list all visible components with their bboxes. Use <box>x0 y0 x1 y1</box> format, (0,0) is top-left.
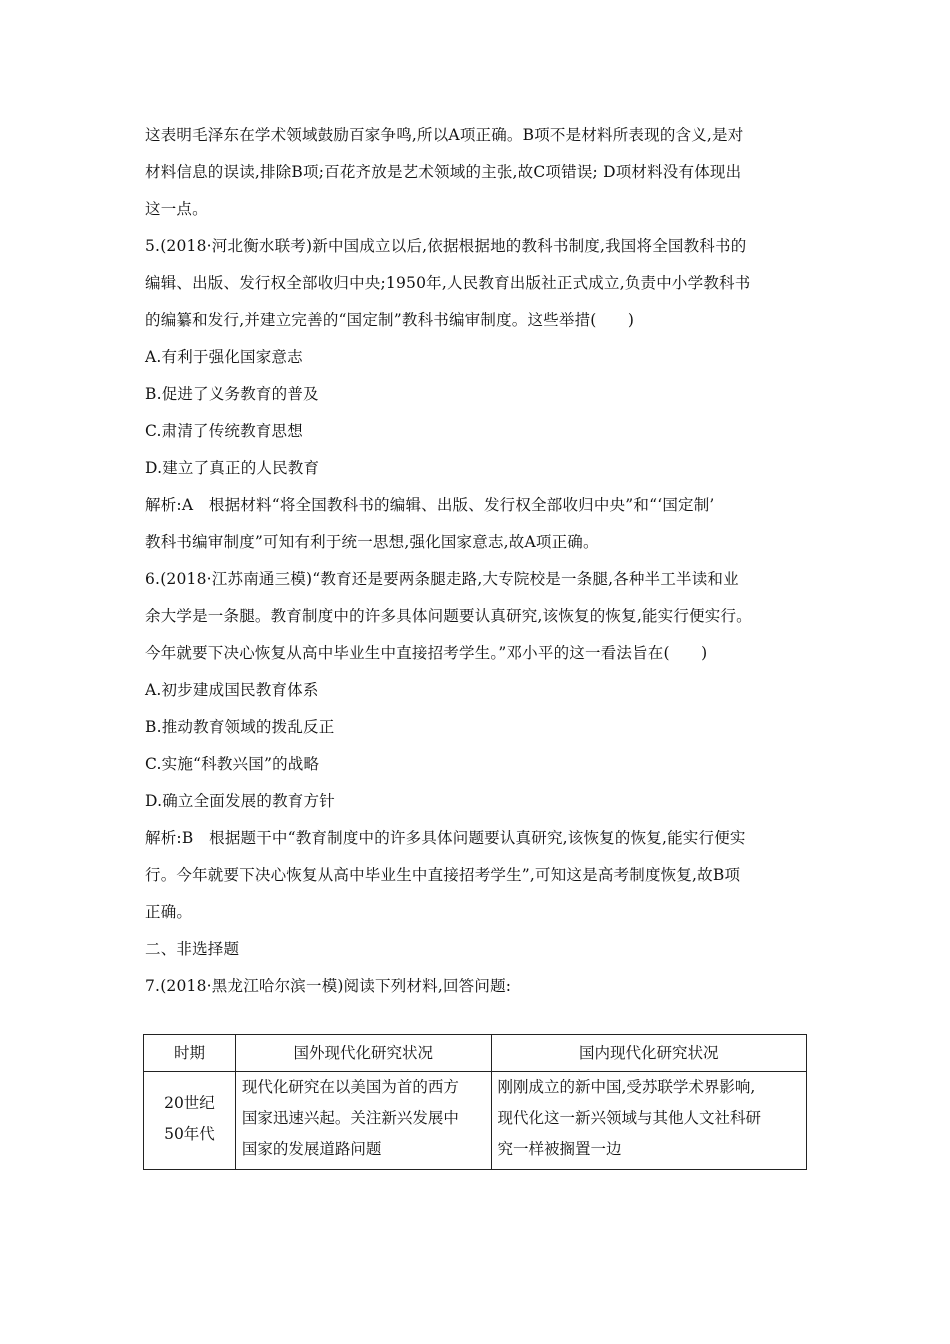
cell-line: 国家的发展道路问题 <box>241 1140 382 1158</box>
question-5-analysis: 教科书编审制度”可知有利于统一思想,强化国家意志,故A项正确。 <box>145 533 599 551</box>
table-cell-foreign <box>235 1072 491 1170</box>
question-7-stem: 7.(2018·黑龙江哈尔滨一模)阅读下列材料,回答问题: <box>145 977 512 995</box>
cell-line: 现代化这一新兴领域与其他人文社科研 <box>497 1109 762 1127</box>
material-table <box>143 1034 807 1170</box>
question-6-option-d: D.确立全面发展的教育方针 <box>145 792 335 810</box>
table-header: 时期 <box>144 1035 236 1072</box>
question-6-stem: 今年就要下决心恢复从高中毕业生中直接招考学生。”邓小平的这一看法旨在( ) <box>145 644 708 662</box>
question-6-option-a: A.初步建成国民教育体系 <box>145 681 319 699</box>
cell-line: 现代化研究在以美国为首的西方 <box>241 1078 459 1096</box>
text-body <box>145 117 810 1007</box>
table-cell-domestic <box>491 1072 807 1170</box>
question-5-option-b: B.促进了义务教育的普及 <box>145 385 319 403</box>
question-5-option-d: D.建立了真正的人民教育 <box>145 459 320 477</box>
question-5-option-c: C.肃清了传统教育思想 <box>145 422 303 440</box>
question-6-analysis: 行。今年就要下决心恢复从高中毕业生中直接招考学生”,可知这是高考制度恢复,故B项 <box>145 866 741 884</box>
text-line: 材料信息的误读,排除B项;百花齐放是艺术领域的主张,故C项错误; D项材料没有体现出 <box>145 163 742 181</box>
question-6-analysis: 正确。 <box>145 903 193 921</box>
question-5-stem: 编辑、出版、发行权全部收归中央;1950年,人民教育出版社正式成立,负责中小学教科书 <box>145 274 751 292</box>
cell-line: 20世纪 <box>164 1093 215 1112</box>
question-6-option-b: B.推动教育领域的拨乱反正 <box>145 718 335 736</box>
table-row <box>144 1072 807 1170</box>
cell-line: 50年代 <box>164 1124 215 1143</box>
table-header: 国内现代化研究状况 <box>491 1035 807 1072</box>
question-5-option-a: A.有利于强化国家意志 <box>145 348 303 366</box>
question-5-stem: 5.(2018·河北衡水联考)新中国成立以后,依据根据地的教科书制度,我国将全国教科书的 <box>145 237 747 255</box>
question-6-stem: 6.(2018·江苏南通三模)“教育还是要两条腿走路,大专院校是一条腿,各种半工半读和业 <box>145 570 739 588</box>
section-heading: 二、非选择题 <box>145 940 240 958</box>
question-5-stem: 的编纂和发行,并建立完善的“国定制”教科书编审制度。这些举措( ) <box>145 311 635 329</box>
table-header-row <box>144 1035 807 1072</box>
table-header: 国外现代化研究状况 <box>235 1035 491 1072</box>
question-6-option-c: C.实施“科教兴国”的战略 <box>145 755 320 773</box>
cell-line: 国家迅速兴起。关注新兴发展中 <box>241 1109 459 1127</box>
question-5-analysis: 解析:A 根据材料“将全国教科书的编辑、出版、发行权全部收归中央”和“‘国定制’ <box>145 496 715 514</box>
text-line: 这表明毛泽东在学术领域鼓励百家争鸣,所以A项正确。B项不是材料所表现的含义,是对 <box>145 126 744 144</box>
cell-line: 究一样被搁置一边 <box>497 1140 622 1158</box>
question-6-stem: 余大学是一条腿。教育制度中的许多具体问题要认真研究,该恢复的恢复,能实行便实行。 <box>145 607 752 625</box>
table-cell-period <box>144 1072 236 1170</box>
text-line: 这一点。 <box>145 200 208 218</box>
cell-line: 刚刚成立的新中国,受苏联学术界影响, <box>497 1078 756 1096</box>
question-6-analysis: 解析:B 根据题干中“教育制度中的许多具体问题要认真研究,该恢复的恢复,能实行便实 <box>145 829 746 847</box>
